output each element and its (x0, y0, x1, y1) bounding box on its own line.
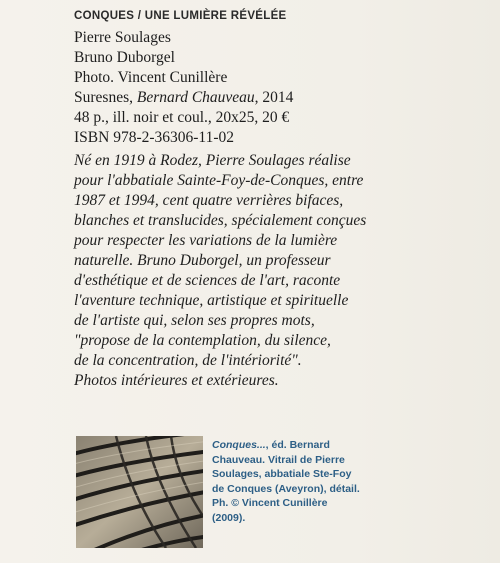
book-description: Né en 1919 à Rodez, Pierre Soulages réalise pour l'abbatiale Sainte-Foy-de-Conques, entre 1987 et 1994, cent quatre verrières bifaces, blanches et translucides, spécialement conçues pour respecter les variations de la lumière naturelle. Bruno Duborgel, un professeur d'esthétique et de sciences de l'art, raconte l'aventure technique, artistique et spirituelle de l'artiste qui, selon ses propres mots, "propose de la contemplation, du silence, de la concentration, de l'intériorité". Photos intérieures et extérieures. (74, 152, 367, 389)
stained-glass-photo (76, 436, 203, 548)
coauthor: Bruno Duborgel (74, 49, 175, 66)
publisher-year: , 2014 (254, 89, 294, 106)
book-review (74, 8, 394, 391)
book-specs: 48 p., ill. noir et coul., 20x25, 20 € (74, 109, 290, 126)
caption-text: , éd. Bernard Chauveau. Vitrail de Pierre Soulages, abbatiale Ste-Foy de Conques (Aveyron), détail. Ph. © Vincent Cunillère (2009). (212, 439, 360, 524)
photo-caption (212, 438, 372, 525)
isbn: ISBN 978-2-36306-11-02 (74, 129, 235, 146)
author: Pierre Soulages (74, 29, 171, 46)
publisher-city: Suresnes, (74, 89, 137, 106)
photo-credit: Photo. Vincent Cunillère (74, 69, 228, 86)
publisher-name: Bernard Chauveau (136, 89, 255, 106)
caption-title: Conques... (212, 439, 266, 451)
publisher-line (74, 88, 394, 108)
bleed-through-text (380, 0, 500, 563)
book-title: CONQUES / UNE LUMIÈRE RÉVÉLÉE (74, 10, 287, 22)
stained-glass-image (76, 436, 203, 548)
